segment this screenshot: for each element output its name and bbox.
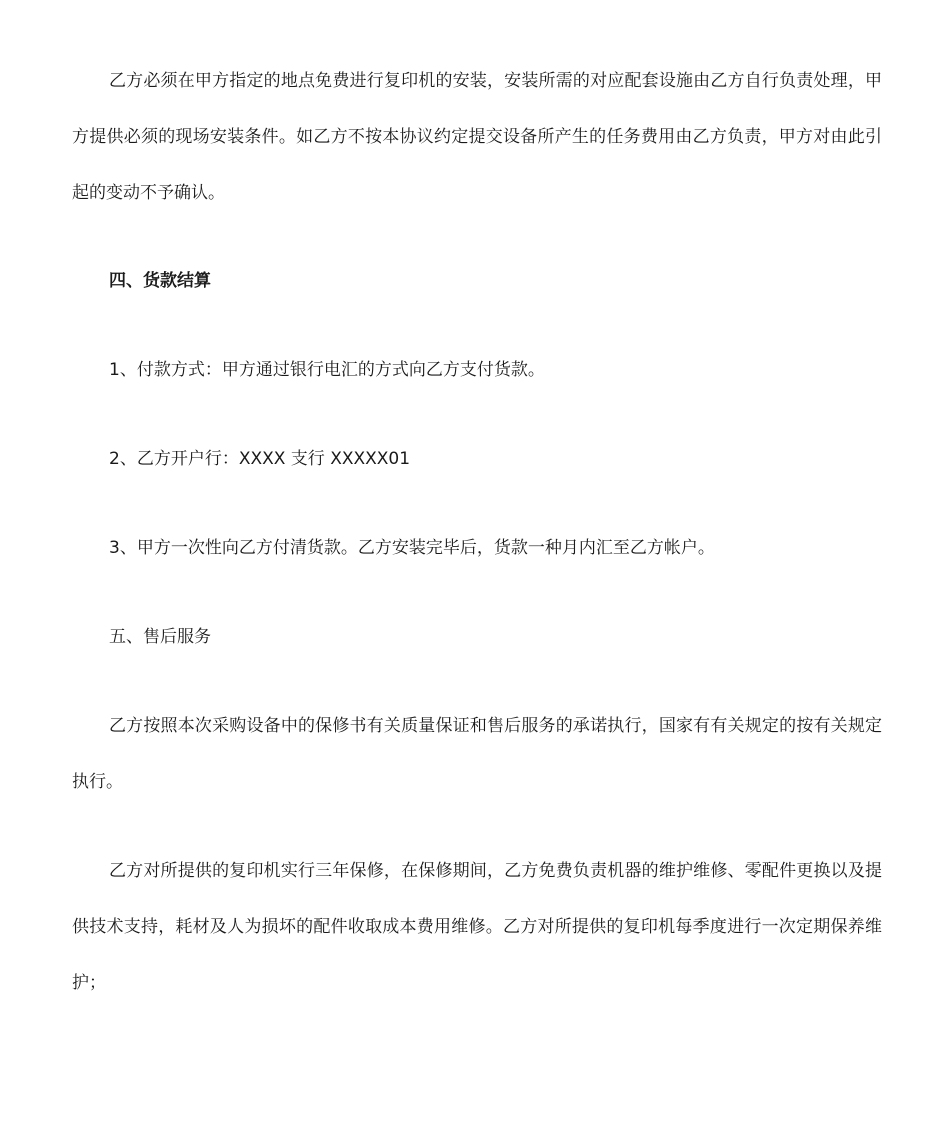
paragraph-payment-terms: 3、甲方一次性向乙方付清货款。乙方安装完毕后，货款一种月内汇至乙方帐户。 bbox=[109, 538, 715, 558]
section-heading-after-sales: 五、售后服务 bbox=[109, 627, 211, 647]
paragraph-payment-method: 1、付款方式：甲方通过银行电汇的方式向乙方支付货款。 bbox=[109, 360, 545, 380]
paragraph-bank-account: 2、乙方开户行：XXXX 支行 XXXXX01 bbox=[109, 449, 411, 469]
paragraph-warranty-detail: 乙方对所提供的复印机实行三年保修，在保修期间，乙方免费负责机器的维护维修、零配件更换以及提供技术支持，耗材及人为损坏的配件收取成本费用维修。乙方对所提供的复印机每季度进行一次定期保养维护； bbox=[72, 861, 882, 993]
section-heading-payment: 四、货款结算 bbox=[109, 271, 211, 291]
paragraph-installation: 乙方必须在甲方指定的地点免费进行复印机的安装，安装所需的对应配套设施由乙方自行负责处理，甲方提供必须的现场安装条件。如乙方不按本协议约定提交设备所产生的任务费用由乙方负责，甲方对由此引起的变动不予确认。 bbox=[72, 71, 882, 203]
paragraph-warranty-general: 乙方按照本次采购设备中的保修书有关质量保证和售后服务的承诺执行，国家有有关规定的按有关规定执行。 bbox=[72, 716, 882, 792]
